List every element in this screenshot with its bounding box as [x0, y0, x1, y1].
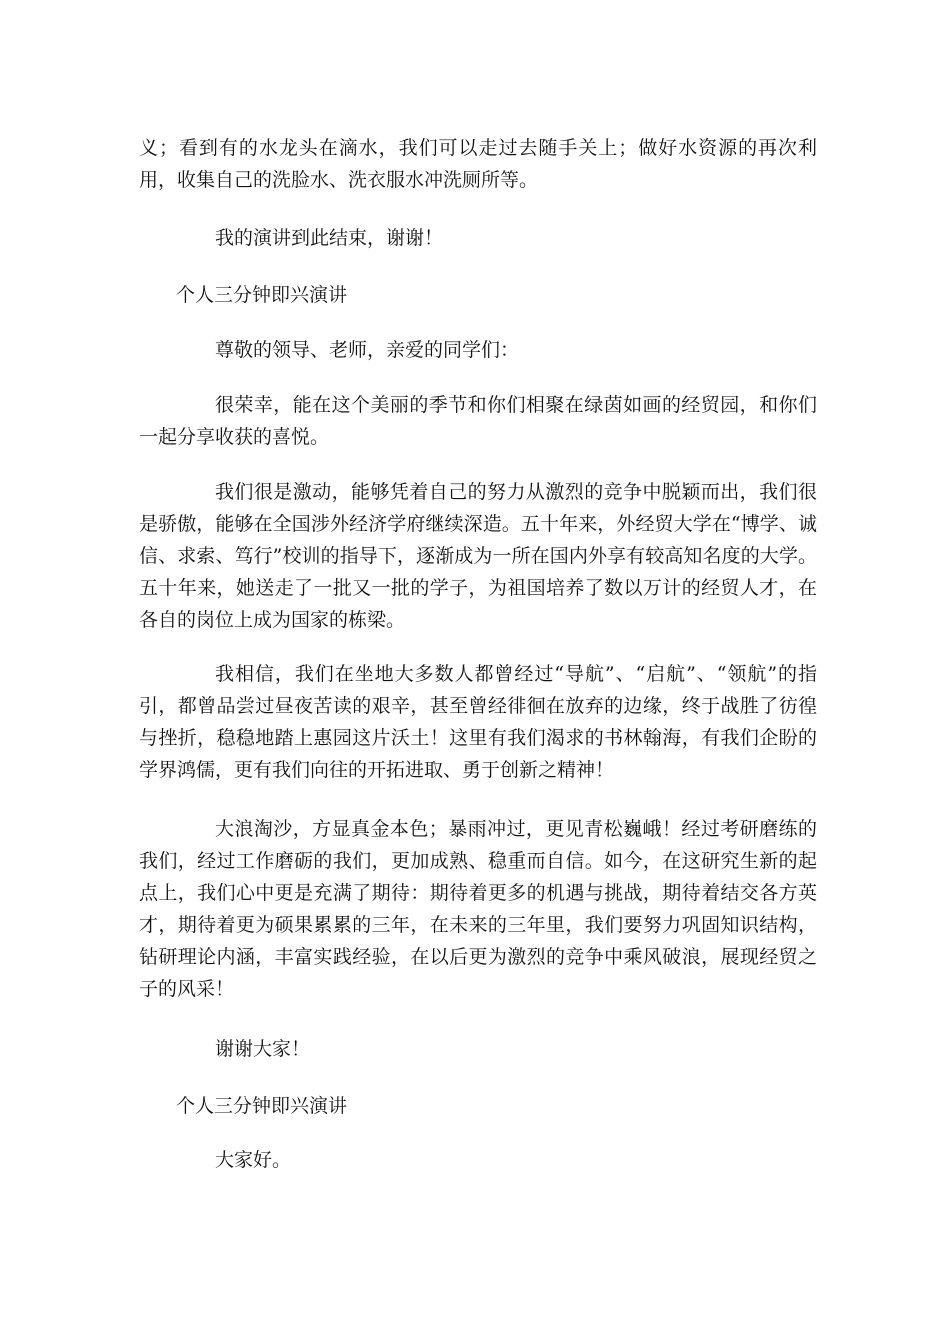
paragraph-greeting: 大家好。	[215, 1149, 292, 1171]
paragraph-water-saving-end: 义；看到有的水龙头在滴水，我们可以走过去随手关上；做好水资源的再次利用，收集自己的洗脸水、洗衣服水冲洗厕所等。	[139, 137, 817, 191]
paragraph-university: 我们很是激动，能够凭着自己的努力从激烈的竞争中脱颖而出，我们很是骄傲，能够在全国涉外经济学府继续深造。五十年来，外经贸大学在“博学、诚信、求索、笃行”校训的指导下，逐渐成为一所在国内外享有较高知名度的大学。五十年来，她送走了一批又一批的学子，为祖国培养了数以万计的经贸人才，在各自的岗位上成为国家的栋梁。	[139, 481, 817, 631]
paragraph-belief: 我相信，我们在坐地大多数人都曾经过“导航”、“启航”、“领航”的指引，都曾品尝过昼夜苦读的艰辛，甚至曾经徘徊在放弃的边缘，终于战胜了彷徨与挫折，稳稳地踏上惠园这片沃土！这里有我们渴求的书林翰海，有我们企盼的学界鸿儒，更有我们向往的开拓进取、勇于创新之精神！	[139, 663, 817, 781]
paragraph-expectations: 大浪淘沙，方显真金本色；暴雨冲过，更见青松巍峨！经过考研磨练的我们，经过工作磨砺的我们，更加成熟、稳重而自信。如今，在这研究生新的起点上，我们心中更是充满了期待：期待着更多的机遇与挑战，期待着结交各方英才，期待着更为硕果累累的三年，在未来的三年里，我们要努力巩固知识结构，钻研理论内涵，丰富实践经验，在以后更为激烈的竞争中乘风破浪，展现经贸之子的风采！	[139, 818, 817, 1000]
paragraph-salutation: 尊敬的领导、老师，亲爱的同学们：	[215, 339, 520, 361]
paragraph-honored: 很荣幸，能在这个美丽的季节和你们相聚在绿茵如画的经贸园，和你们一起分享收获的喜悦。	[139, 394, 817, 448]
paragraph-thank-you: 谢谢大家！	[215, 1038, 311, 1060]
section-heading-2: 个人三分钟即兴演讲	[176, 1095, 348, 1117]
paragraph-closing-thanks: 我的演讲到此结束，谢谢！	[215, 227, 444, 249]
section-heading: 个人三分钟即兴演讲	[176, 284, 348, 306]
